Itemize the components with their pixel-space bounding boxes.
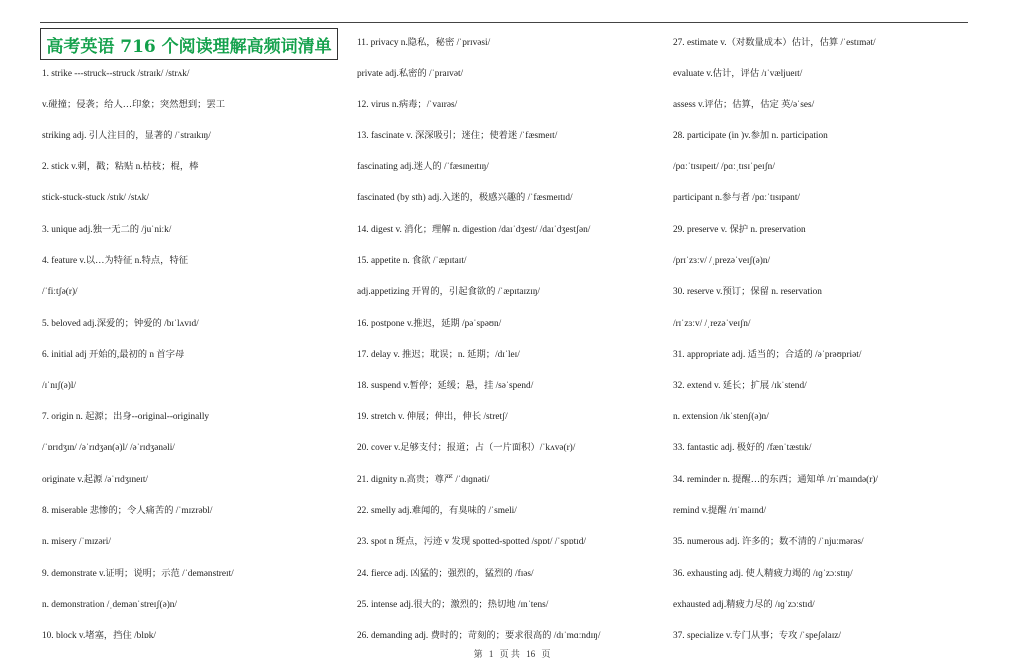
vocab-line: striking adj. 引人注目的，显著的 /ˈstraɪkɪŋ/ [42, 131, 211, 141]
document-title: 高考英语 716 个阅读理解高频词清单 [40, 28, 338, 60]
vocab-line: evaluate v.估计，评估 /ɪˈvæljueɪt/ [673, 69, 803, 79]
footer-prefix: 第 [473, 649, 483, 659]
vocab-line: 35. numerous adj. 许多的；数不清的 /ˈnjuːmərəs/ [673, 537, 864, 547]
vocab-line: 1. strike ---struck--struck /straɪk/ /strʌk/ [42, 69, 190, 79]
vocab-line: 26. demanding adj. 费时的；苛刻的；要求很高的 /dɪˈmɑːndɪŋ/ [357, 631, 601, 641]
vocab-line: 6. initial adj 开始的,最初的 n 首字母 [42, 350, 185, 360]
vocab-line: /pɑːˈtɪsɪpeɪt/ /pɑːˌtɪsɪˈpeɪʃn/ [673, 162, 775, 172]
vocab-line: /ˈfiːtʃə(r)/ [42, 287, 78, 297]
vocab-line: adj.appetizing 开胃的，引起食欲的 /ˈæpɪtaɪzɪŋ/ [357, 287, 541, 297]
vocab-line: 28. participate (in )v.参加 n. participation [673, 131, 828, 141]
vocab-line: 4. feature v.以…为特征 n.特点，特征 [42, 256, 189, 266]
vocab-line: 5. beloved adj.深爱的；钟爱的 /bɪˈlʌvɪd/ [42, 319, 199, 329]
vocab-line: fascinated (by sth) adj.入迷的，极感兴趣的 /ˈfæsmeɪtɪd/ [357, 193, 573, 203]
vocab-line: 22. smelly adj.难闻的，有臭味的 /ˈsmeli/ [357, 506, 517, 516]
page-footer [0, 647, 1024, 660]
vocab-line: stick-stuck-stuck /stɪk/ /stʌk/ [42, 193, 149, 203]
vocab-line: 20. cover v.足够支付；报道；占（一片面积）/ˈkʌvə(r)/ [357, 443, 576, 453]
vocab-line: exhausted adj.精疲力尽的 /ɪɡˈzɔːstɪd/ [673, 600, 815, 610]
vocab-line: /prɪˈzɜːv/ /ˌprezəˈveɪʃ(ə)n/ [673, 256, 771, 266]
vocab-line: 23. spot n 斑点，污迹 v 发现 spotted-spotted /spɒt/ /ˈspɒtɪd/ [357, 537, 586, 547]
vocab-line: assess v.评估；估算，估定 英/əˈses/ [673, 100, 815, 110]
vocab-line: remind v.提醒 /rɪˈmaɪnd/ [673, 506, 767, 516]
vocab-line: 31. appropriate adj. 适当的；合适的 /əˈprəʊpriət/ [673, 350, 862, 360]
footer-mid: 页 共 [499, 649, 520, 659]
vocab-line: 24. fierce adj. 凶猛的；强烈的，猛烈的 /fɪəs/ [357, 569, 534, 579]
vocab-line: 11. privacy n.隐私，秘密 /ˈprɪvəsi/ [357, 38, 491, 48]
vocab-line: 30. reserve v.预订；保留 n. reservation [673, 287, 822, 297]
vocab-line: 12. virus n.病毒；/ˈvaɪrəs/ [357, 100, 458, 110]
vocab-line: 16. postpone v.推迟，延期 /pəˈspəʊn/ [357, 319, 502, 329]
vocab-line: fascinating adj.迷人的 /ˈfæsɪneɪtɪŋ/ [357, 162, 489, 172]
vocab-line: 17. delay v. 推迟；耽误；n. 延期；/dɪˈleɪ/ [357, 350, 520, 360]
vocab-line: 14. digest v. 消化；理解 n. digestion /daɪˈdʒest/ /daɪˈdʒestʃən/ [357, 225, 591, 235]
vocab-line: 3. unique adj.独一无二的 /juˈniːk/ [42, 225, 172, 235]
vocab-line: /ɪˈnɪʃ(ə)l/ [42, 381, 77, 391]
vocab-line: 36. exhausting adj. 使人精疲力竭的 /ɪɡˈzɔːstɪŋ/ [673, 569, 853, 579]
vocab-line: 13. fascinate v. 深深吸引；迷住；使着迷 /ˈfæsmeɪt/ [357, 131, 558, 141]
vocab-line: 2. stick v.刺，戳；粘贴 n.枯枝；棍，棒 [42, 162, 199, 172]
vocab-line: n. demonstration /ˌdemənˈstreɪʃ(ə)n/ [42, 600, 178, 610]
vocab-line: /rɪˈzɜːv/ /ˌrezəˈveɪʃn/ [673, 319, 751, 329]
vocab-line: 33. fantastic adj. 极好的 /fænˈtæstɪk/ [673, 443, 812, 453]
vocab-line: 29. preserve v. 保护 n. preservation [673, 225, 806, 235]
vocab-line: 8. miserable 悲惨的；令人痛苦的 /ˈmɪzrəbl/ [42, 506, 213, 516]
vocab-line: 34. reminder n. 提醒…的东西；通知单 /rɪˈmaɪndə(r)/ [673, 475, 879, 485]
vocab-line: 18. suspend v.暂停；延缓；悬，挂 /səˈspend/ [357, 381, 534, 391]
footer-page-number: 1 [488, 649, 494, 659]
footer-suffix: 页 [541, 649, 551, 659]
top-rule [40, 22, 968, 23]
vocab-line: 25. intense adj.很大的；激烈的；热切地 /ɪnˈtens/ [357, 600, 549, 610]
vocab-line: 27. estimate v.（对数量成本）估计，估算 /ˈestɪmət/ [673, 38, 876, 48]
vocab-line: 21. dignity n.高贵；尊严 /ˈdɪɡnəti/ [357, 475, 490, 485]
footer-total-pages: 16 [526, 649, 536, 659]
vocab-line: private adj.私密的 /ˈpraɪvət/ [357, 69, 464, 79]
vocab-line: 7. origin n. 起源；出身--original--originally [42, 412, 210, 422]
vocab-line: 19. stretch v. 伸展；伸出，伸长 /stretʃ/ [357, 412, 508, 422]
vocab-line: 15. appetite n. 食欲 /ˈæpɪtaɪt/ [357, 256, 467, 266]
vocab-line: n. extension /ɪkˈstenʃ(ə)n/ [673, 412, 769, 422]
vocab-line: 9. demonstrate v.证明；说明；示范 /ˈdemənstreɪt/ [42, 569, 234, 579]
vocab-line: 37. specialize v.专门从事；专攻 /ˈspeʃəlaɪz/ [673, 631, 841, 641]
vocab-line: v.碰撞；侵袭；给人…印象；突然想到；罢工 [42, 100, 226, 110]
vocab-line: participant n.参与者 /pɑːˈtɪsɪpənt/ [673, 193, 800, 203]
vocab-line: /ˈɒrɪdʒɪn/ /əˈrɪdʒən(ə)l/ /əˈrɪdʒənəli/ [42, 443, 175, 453]
vocab-line: n. misery /ˈmɪzəri/ [42, 537, 111, 547]
vocab-line: 10. block v.堵塞，挡住 /blɒk/ [42, 631, 157, 641]
vocab-line: originate v.起源 /əˈrɪdʒɪneɪt/ [42, 475, 149, 485]
vocab-line: 32. extend v. 延长；扩展 /ɪkˈstend/ [673, 381, 807, 391]
